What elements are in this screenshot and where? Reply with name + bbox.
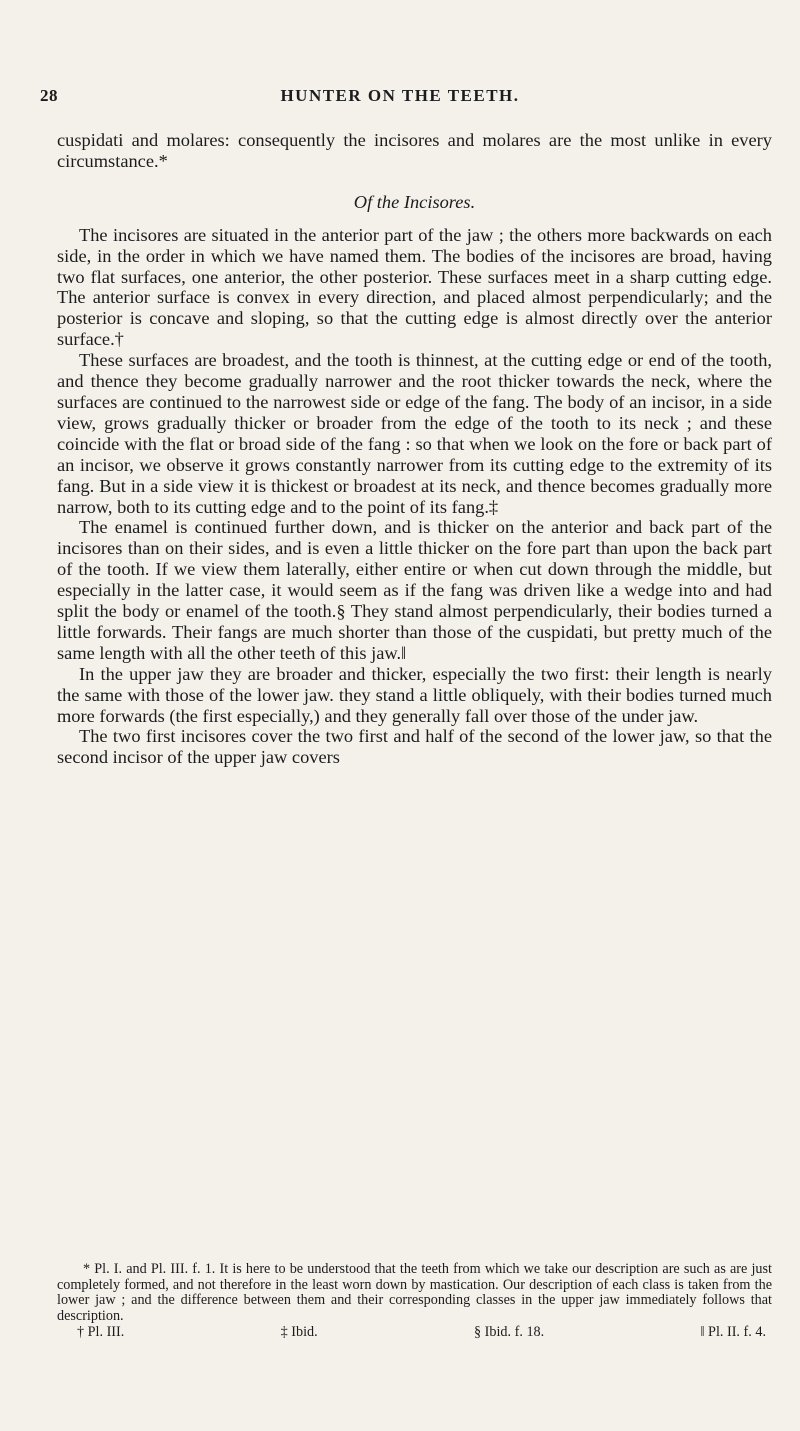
page-number: 28 — [40, 86, 58, 105]
body-text — [57, 130, 772, 768]
footnote: * Pl. I. and Pl. III. f. 1. It is here to be understood that the teeth from which we take our description are such as are just completely formed, and not therefore in the least worn down by mastication. Our description of each class is taken from the lower jaw ; and the difference between them and their corresponding classes in the upper jaw immediately follows that description. — [57, 1261, 772, 1324]
footnotes — [57, 1262, 772, 1341]
paragraph: These surfaces are broadest, and the tooth is thinnest, at the cutting edge or end of the tooth, and thence they become gradually narrower and the root thicker towards the neck, where the surfaces are continued to the narrowest side or edge of the fang. The body of an incisor, in a side view, grows gradually thicker or broader from the edge of the tooth to its neck ; and these coincide with the flat or broad side of the fang : so that when we look on the fore or back part of an incisor, we observe it grows constantly narrower from its cutting edge to the extremity of its fang. But in a side view it is thickest or broadest at its neck, and thence becomes gradually more narrow, both to its cutting edge and to the point of its fang.‡ — [57, 350, 772, 517]
paragraph: In the upper jaw they are broader and thicker, especially the two first: their length is nearly the same with those of the lower jaw. they stand a little obliquely, with their bodies turned much more forwards (the first especially,) and they generally fall over those of the under jaw. — [57, 663, 772, 726]
page-header — [40, 86, 760, 110]
paragraph: The incisores are situated in the anterior part of the jaw ; the others more backwards on each side, in the order in which we have named them. The bodies of the incisores are broad, having two flat surfaces, one anterior, the other posterior. These surfaces meet in a sharp cutting edge. The anterior surface is convex in every direction, and placed almost perpendicularly; and the posterior is concave and sloping, so that the cutting edge is almost directly over the anterior surface.† — [57, 224, 772, 350]
footnote-ref: § Ibid. f. 18. — [474, 1324, 545, 1340]
footnote-ref: † Pl. III. — [77, 1324, 125, 1340]
paragraph: cuspidati and molares: consequently the incisores and molares are the most unlike in every circumstance.* — [57, 130, 772, 171]
footnote-refs — [57, 1325, 772, 1341]
section-heading: Of the Incisores. — [353, 191, 476, 212]
footnote-ref: ‖ Pl. II. f. 4. — [700, 1324, 766, 1340]
running-head: HUNTER ON THE TEETH. — [280, 86, 520, 105]
paragraph: The enamel is continued further down, and is thicker on the anterior and back part of the incisores than on their sides, and is even a little thicker on the fore part than upon the back part of the tooth. If we view them laterally, either entire or when cut down through the middle, but especially in the latter case, it would seem as if the fang was driven like a wedge into and had split the body or enamel of the tooth.§ They stand almost perpendicularly, their bodies turned a little forwards. Their fangs are much shorter than those of the cuspidati, but pretty much of the same length with all the other teeth of this jaw.‖ — [57, 517, 772, 663]
footnote-ref: ‡ Ibid. — [280, 1324, 318, 1340]
paragraph: The two first incisores cover the two first and half of the second of the lower jaw, so that the second incisor of the upper jaw covers — [57, 726, 772, 768]
